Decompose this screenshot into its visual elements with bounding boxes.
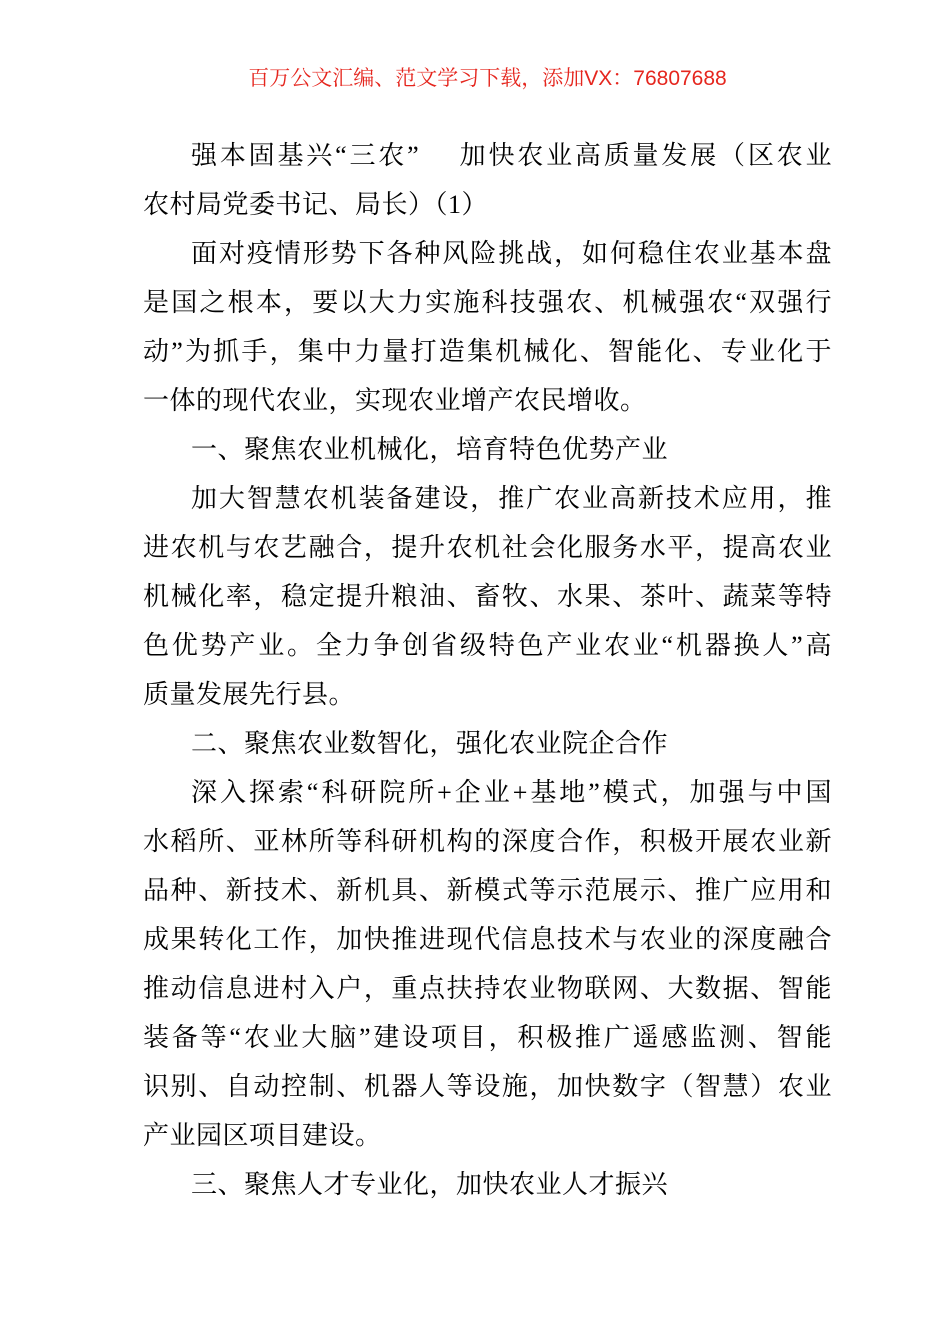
paragraph-line: 色优势产业。全力争创省级特色产业农业“机器换人”高 [143,631,832,660]
document-title [143,131,832,229]
paragraph-line: 品种、新技术、新机具、新模式等示范展示、推广应用和 [143,876,832,905]
paragraph-line: 水稻所、亚林所等科研机构的深度合作，积极开展农业新 [143,827,832,856]
heading-line: 二、聚焦农业数智化，强化农业院企合作 [191,729,669,758]
paragraph-line: 机械化率，稳定提升粮油、畜牧、水果、茶叶、蔬菜等特 [143,582,832,611]
paragraph-line: 识别、自动控制、机器人等设施，加快数字（智慧）农业 [143,1072,832,1101]
paragraph-line: 进农机与农艺融合，提升农机社会化服务水平，提高农业 [143,533,832,562]
paragraph-intro [143,229,832,425]
section-heading-1 [143,425,832,474]
heading-line: 一、聚焦农业机械化，培育特色优势产业 [191,435,669,464]
paragraph-line: 加大智慧农机装备建设，推广农业高新技术应用，推 [191,484,832,513]
paragraph-line: 一体的现代农业，实现农业增产农民增收。 [143,386,647,415]
paragraph-line: 成果转化工作，加快推进现代信息技术与农业的深度融合 [143,925,832,954]
paragraph-line: 推动信息进村入户，重点扶持农业物联网、大数据、智能 [143,974,832,1003]
watermark-notice: 百万公文汇编、范文学习下载，添加VX：76807688 [248,67,727,90]
heading-line: 三、聚焦人才专业化，加快农业人才振兴 [191,1170,669,1199]
paragraph-section-1 [143,474,832,719]
paragraph-line: 面对疫情形势下各种风险挑战，如何稳住农业基本盘 [191,239,832,268]
paragraph-line: 装备等“农业大脑”建设项目，积极推广遥感监测、智能 [143,1023,832,1052]
paragraph-section-2 [143,768,832,1160]
title-line-1: 强本固基兴“三农” 加快农业高质量发展（区农业 [191,141,832,170]
document-body [143,131,832,1209]
paragraph-line: 是国之根本，要以大力实施科技强农、机械强农“双强行 [143,288,832,317]
paragraph-line: 深入探索“科研院所+企业+基地”模式，加强与中国 [191,778,832,807]
paragraph-line: 动”为抓手，集中力量打造集机械化、智能化、专业化于 [143,337,832,366]
paragraph-line: 质量发展先行县。 [143,680,356,709]
section-heading-3 [143,1160,832,1209]
paragraph-line: 产业园区项目建设。 [143,1121,382,1150]
title-line-2: 农村局党委书记、局长）（1） [143,190,489,219]
section-heading-2 [143,719,832,768]
